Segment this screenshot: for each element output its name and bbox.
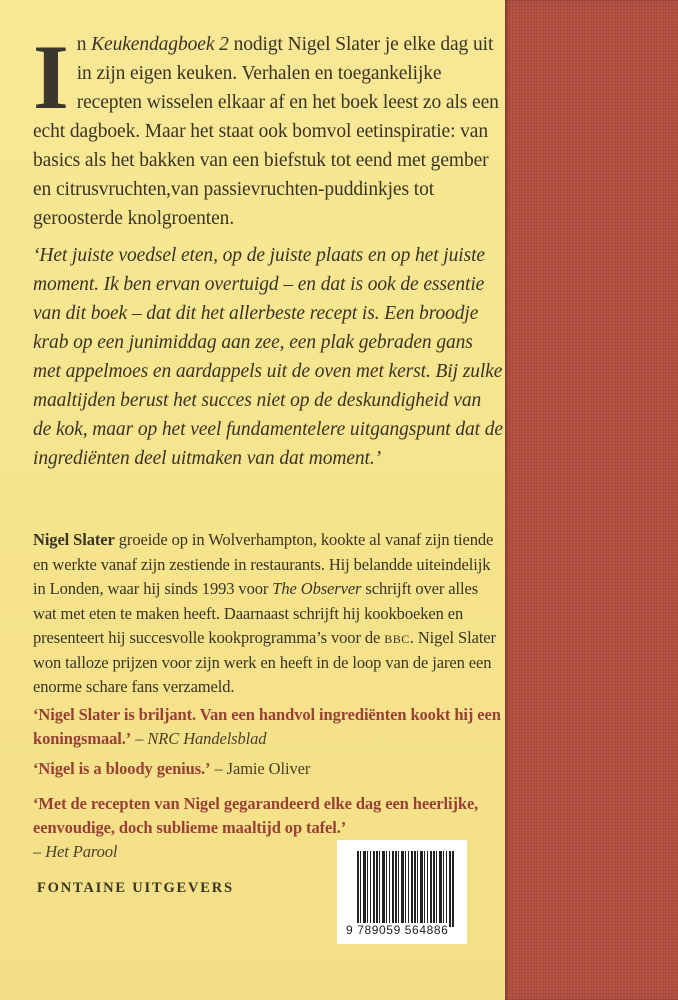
dropcap: I bbox=[33, 26, 69, 128]
newspaper-name: The Observer bbox=[272, 579, 362, 598]
dash: – bbox=[131, 729, 148, 748]
dash: – bbox=[210, 759, 227, 778]
praise-text: ‘Nigel Slater is briljant. Van een handvol ingrediënten kookt hij een koningsmaal.’ bbox=[33, 705, 501, 748]
praise-text: ‘Met de recepten van Nigel gegarandeerd elke dag een heerlijke, eenvoudige, doch sublieme maaltijd op tafel.’ bbox=[33, 794, 479, 837]
intro-pre: n bbox=[76, 34, 92, 55]
bio-text: . Nigel Slater won talloze prijzen voor zijn werk en heeft in de loop van de jaren een enorme schare fans verzameld. bbox=[33, 628, 496, 696]
isbn-number bbox=[345, 923, 463, 937]
author-bio bbox=[33, 528, 503, 700]
praise-source: NRC Handelsblad bbox=[147, 729, 267, 748]
praise-quote bbox=[33, 703, 503, 751]
praise-quote bbox=[33, 757, 503, 781]
bio-text: schrijft over alles wat met eten te maken heeft. Daarnaast schrijft hij kookboeken en presenteert hij succesvolle kookprogramma’s voor de bbox=[33, 579, 479, 647]
dash: – bbox=[33, 842, 46, 861]
barcode-bars bbox=[357, 851, 455, 927]
cloth-spine bbox=[505, 0, 678, 1000]
publisher-name: FONTAINE UITGEVERS bbox=[37, 880, 234, 896]
book-title: Keukendagboek 2 bbox=[91, 34, 229, 55]
bio-text: groeide op in Wolverhampton, kookte al vanaf zijn tiende en werkte vanaf zijn zestiende in restaurants. Hij belandde uiteindelijk in Londen, waar hij sinds 1993 voor bbox=[33, 530, 494, 598]
praise-source: Jamie Oliver bbox=[226, 759, 311, 778]
intro-text: nodigt Nigel Slater je elke dag uit in zijn eigen keuken. Verhalen en toegankelijke recepten wisselen elkaar af en het boek leest zo als een echt dagboek. Maar het staat ook bomvol eetinspiratie: van basics als het bakken van een biefstuk tot eend met gember en citrusvruchten,van passievruchten-puddinkjes tot geroosterde knolgroenten. bbox=[33, 34, 499, 229]
praise-text: ‘Nigel is a bloody genius.’ bbox=[33, 759, 211, 778]
isbn-barcode bbox=[337, 840, 467, 944]
author-name: Nigel Slater bbox=[33, 530, 115, 549]
praise-source: Het Parool bbox=[45, 842, 118, 861]
intro-paragraph bbox=[33, 26, 503, 233]
isbn-text: 9 789059 564886 bbox=[346, 923, 449, 937]
broadcaster-name: bbc bbox=[384, 628, 410, 647]
author-quote: ‘Het juiste voedsel eten, op de juiste plaats en op het juiste moment. Ik ben ervan overtuigd – en dat is ook de essentie van dit boek – dat dit het allerbeste recept is. Een broodje krab op een junimiddag aan zee, een plak gebraden gans met appelmoes en aardappels uit de oven met kerst. Bij zulke maaltijden berust het succes niet op de deskundigheid van de kok, maar op het veel fundamentelere uitgangspunt dat de ingrediënten deel uitmaken van dat moment.’ bbox=[33, 245, 503, 469]
